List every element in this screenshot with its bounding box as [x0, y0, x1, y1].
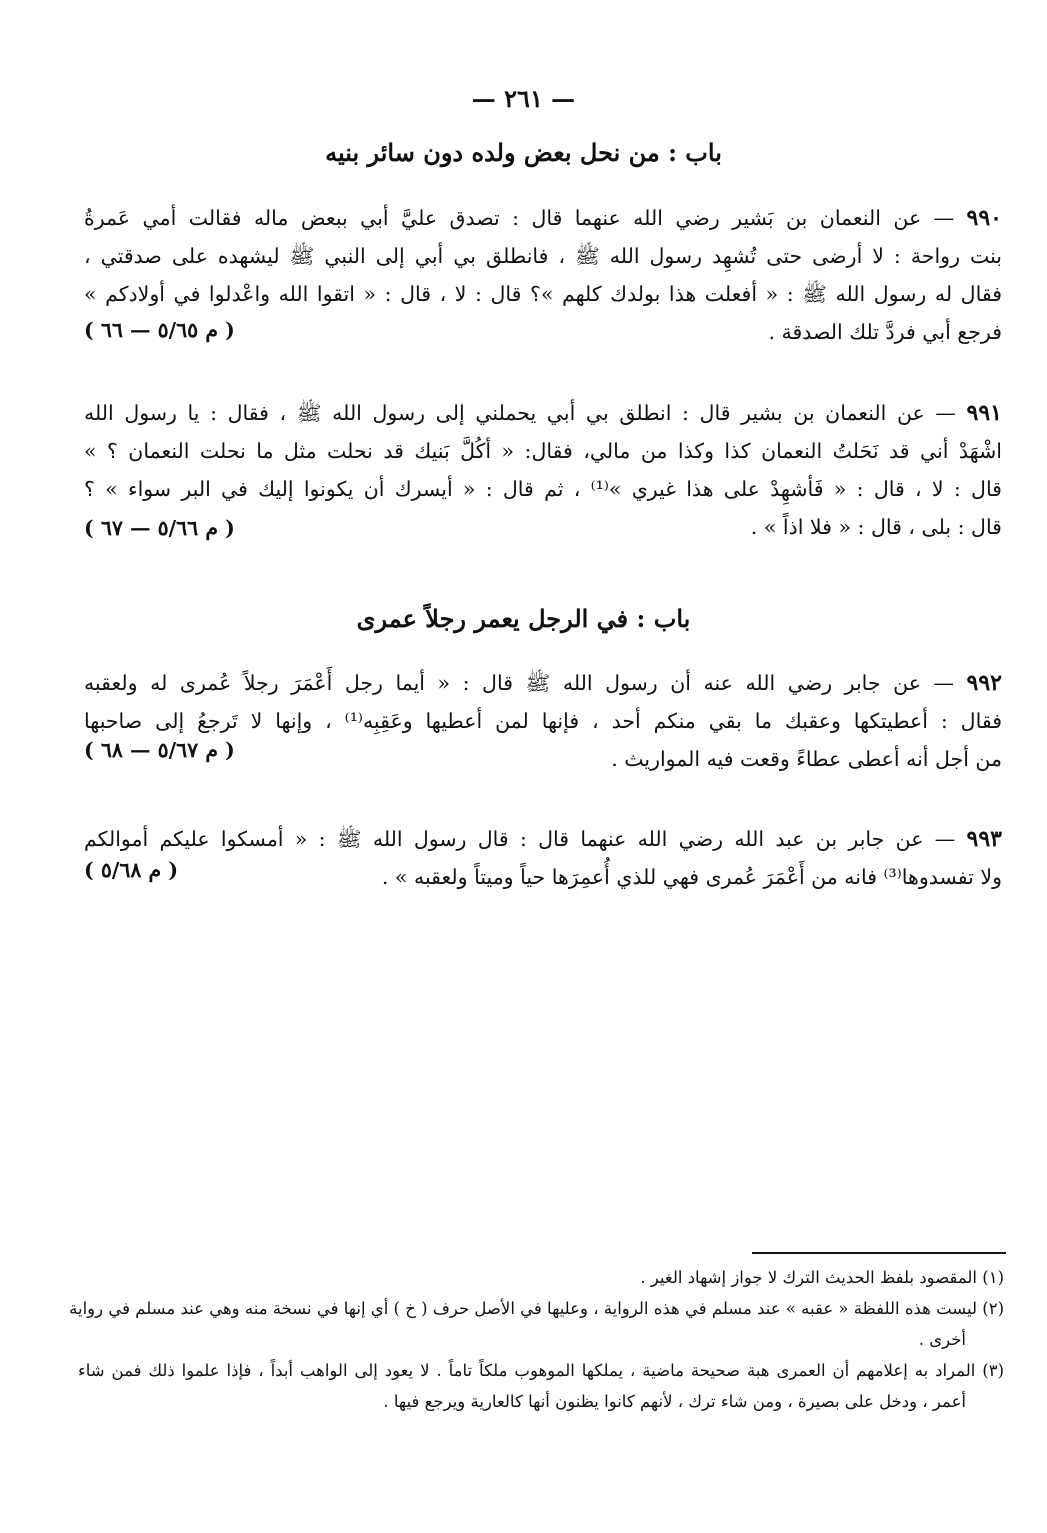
hadith-text-line: اشْهَدْ أني قد نَحَلتُ النعمان كذا وكذا من مالي، فقال: « أكُلَّ بَنيك قد نحلت مثل ما نحلت النعمان ؟ » — [84, 439, 1002, 463]
footnotes — [69, 1262, 1004, 1417]
hadith-text-line: بنت رواحة : لا أرضى حتى تُشهِد رسول الله ﷺ ، فانطلق بي أبي إلى النبي ﷺ ليشهده على صدقتي ، — [84, 244, 1002, 268]
footnote-line: أخرى . — [918, 1330, 966, 1349]
hadith-text-line: ولا تفسدوها⁽³⁾ فانه من أَعْمَرَ عُمرى فهي للذي أُعمِرَها حياً وميتاً ولعقبه » . — [381, 865, 1002, 889]
hadith-reference: ( م ٥/٦٨ ) — [84, 858, 179, 882]
hadith-number: ٩٩٠ — [966, 205, 1002, 231]
hadith-text-line: قال : بلى ، قال : « فلا اذاً » . — [750, 515, 1002, 539]
hadith-text-line: فقال : أعطيتكها وعقبك ما بقي منكم أحد ، فإنها لمن أعطيها وعَقِبِه⁽¹⁾ ، وإنها لا تَرجعُ إلى صاحبها — [84, 709, 1002, 733]
hadith-text-line: قال : لا ، قال : « فَأشهِدْ على هذا غيري »⁽¹⁾ ، ثم قال : « أيسرك أن يكونوا إليك في البر سواء » ؟ — [84, 477, 1002, 501]
hadith-text-line: — عن النعمان بن بشير قال : انطلق بي أبي يحملني إلى رسول الله ﷺ ، فقال : يا رسول الله — [84, 401, 956, 425]
hadith-number: ٩٩١ — [966, 400, 1002, 426]
hadith-text-line: فقال له رسول الله ﷺ : « أفعلت هذا بولدك كلهم »؟ قال : لا ، قال : « اتقوا الله واعْدلوا في أولادكم » — [84, 282, 1002, 306]
hadith-number: ٩٩٣ — [966, 826, 1002, 852]
hadith-993 — [84, 820, 1002, 896]
hadith-text-line: — عن جابر بن عبد الله رضي الله عنهما قال : قال رسول الله ﷺ : « أمسكوا عليكم أموالكم — [84, 827, 956, 851]
hadith-text-line: من أجل أنه أعطى عطاءً وقعت فيه المواريث . — [611, 747, 1002, 771]
section-title: باب : في الرجل يعمر رجلاً عمرى — [356, 604, 691, 633]
footnote-separator — [752, 1252, 1006, 1254]
hadith-reference: ( م ٥/٦٥ — ٦٦ ) — [84, 318, 235, 342]
section-title: باب : من نحل بعض ولده دون سائر بنيه — [325, 138, 722, 167]
footnote-line: (١) المقصود بلفظ الحديث الترك لا جواز إشهاد الغير . — [640, 1268, 1004, 1287]
hadith-text-line: — عن جابر رضي الله عنه أن رسول الله ﷺ قال : « أيما رجل أَعْمَرَ رجلاً عُمرى له ولعقبه — [84, 671, 954, 695]
hadith-text-line: — عن النعمان بن بَشير رضي الله عنهما قال : تصدق عليَّ أبي ببعض ماله فقالت أمي عَمرةُ — [84, 206, 955, 230]
hadith-text-line: فرجع أبي فردَّ تلك الصدقة . — [768, 320, 1002, 344]
hadith-reference: ( م ٥/٦٧ — ٦٨ ) — [84, 738, 235, 762]
page-number: — ٢٦١ — — [471, 84, 576, 113]
hadith-number: ٩٩٢ — [966, 670, 1002, 696]
hadith-reference: ( م ٥/٦٦ — ٦٧ ) — [84, 516, 235, 540]
footnote-line: (٣) المراد به إعلامهم أن العمرى هبة صحيحة ماضية ، يملكها الموهوب ملكاً تاماً . لا يعود إلى الواهب أبداً ، فإذا علموا ذلك فمن شاء — [78, 1361, 1004, 1380]
footnote-line: (٢) ليست هذه اللفظة « عقبه » عند مسلم في هذه الرواية ، وعليها في الأصل حرف ( خ ) أي إنها في نسخة منه وهي عند مسلم في رواية — [69, 1299, 1004, 1318]
footnote-line: أعمر ، ودخل على بصيرة ، ومن شاء ترك ، لأنهم كانوا يظنون أنها كالعارية ويرجع فيها . — [383, 1392, 966, 1411]
